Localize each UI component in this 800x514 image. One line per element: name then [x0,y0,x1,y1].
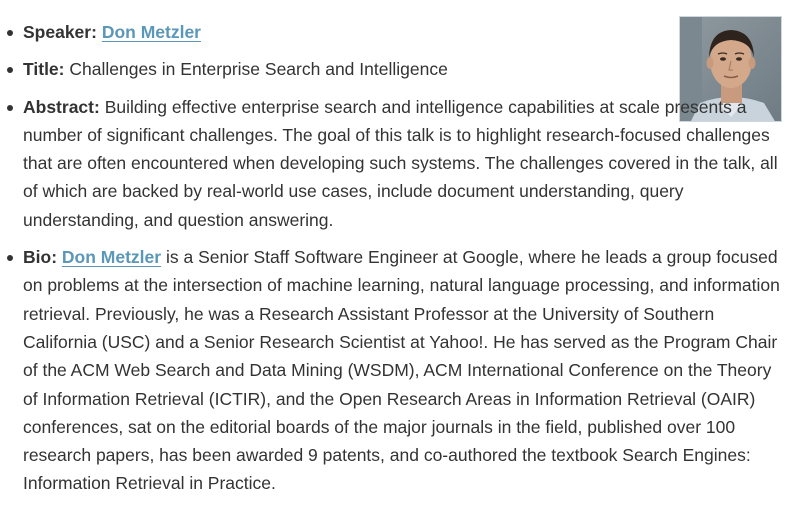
abstract-text: Building effective enterprise search and intelligence capabilities at scale presents a number of significant challenges. The goal of this talk is to highlight research-focused challenges that are often encountered when developing such systems. The challenges covered in the talk, all of which are backed by real-world use cases, include document understanding, query understanding, and question answering. [23,96,778,230]
talk-title: Challenges in Enterprise Search and Intelligence [69,59,448,80]
bullet-icon [7,105,13,111]
bio-item [0,243,790,498]
speaker-item [0,18,790,46]
abstract-item [0,93,790,234]
bullet-icon [7,30,13,36]
talk-info-list [0,18,790,507]
bullet-icon [7,255,13,261]
bio-name-link[interactable]: Don Metzler [61,247,162,268]
bullet-icon [7,67,13,73]
bio-label: Bio: [23,247,58,268]
speaker-name-link[interactable]: Don Metzler [101,22,201,42]
abstract-block [23,93,783,234]
title-label: Title: [23,59,65,80]
speaker-label: Speaker: [23,22,97,42]
bio-block [23,243,788,498]
bio-text: is a Senior Staff Software Engineer at Google, where he leads a group focused on problems at the intersection of machine learning, natural language processing, and information retrieval. Previously, he was a Research Assistant Professor at the University of Southern California (USC) and a Senior Research Scientist at Yahoo!. He has served as the Program Chair of the ACM Web Search and Data Mining (WSDM), ACM International Conference on the Theory of Information Retrieval (ICTIR), and the Open Research Areas in Information Retrieval (OAIR) conferences, sat on the editorial boards of the major journals in the field, published over 100 research papers, has been awarded 9 patents, and co-authored the textbook Search Engines: Information Retrieval in Practice. [23,247,780,494]
abstract-label: Abstract: [23,96,100,117]
title-item [0,55,790,83]
